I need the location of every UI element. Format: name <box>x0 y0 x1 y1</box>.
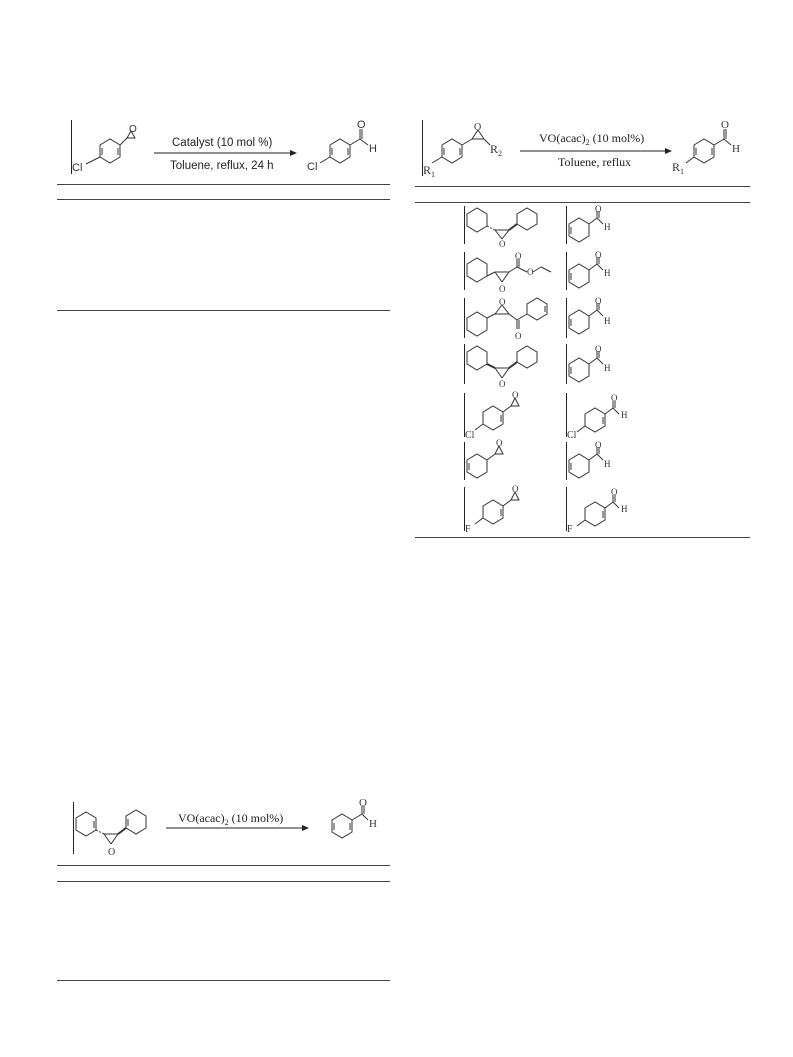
row1-substrate-structure <box>465 204 545 248</box>
row5-product-structure <box>567 390 639 440</box>
product-hydrogen: H <box>732 143 740 155</box>
row2-carbonyl-oxygen: O <box>515 251 522 261</box>
row3-substrate-structure <box>465 296 557 342</box>
table3-conditions-top: $VO(acac)_2$ (10 mol%) <box>539 131 645 147</box>
row2-ester-oxygen: O <box>527 267 534 277</box>
table1-rule-1 <box>57 184 390 185</box>
table1-conditions-top: Catalyst (10 mol %) <box>172 137 273 149</box>
row3-epoxide-oxygen: O <box>499 297 506 307</box>
row6-product-oxygen: O <box>595 440 602 450</box>
row2-product-hydrogen: H <box>604 268 611 278</box>
row4-substrate-structure <box>465 342 545 388</box>
row7-substrate-structure <box>465 484 537 534</box>
row1-epoxide-oxygen: O <box>499 239 506 248</box>
row1-product-oxygen: O <box>595 204 602 214</box>
general-product-structure <box>686 129 731 163</box>
row3-product-structure <box>567 296 627 342</box>
product-substituent: Cl <box>307 161 318 173</box>
r2-label: $R_2$ <box>490 142 503 158</box>
table3-conditions-bottom: Toluene, reflux <box>558 155 632 169</box>
row1-product-hydrogen: H <box>604 222 611 232</box>
row2-substrate-structure <box>465 250 557 294</box>
row6-product-hydrogen: H <box>604 459 611 469</box>
row3-product-hydrogen: H <box>604 316 611 326</box>
reactant-structure <box>86 131 135 164</box>
row5-epoxide-oxygen: O <box>512 390 519 400</box>
row5-product-substituent: Cl <box>567 430 577 440</box>
row5-product-hydrogen: H <box>621 410 628 420</box>
row3-product-oxygen: O <box>595 296 602 306</box>
table1-rule-3 <box>57 310 390 311</box>
product-oxygen: O <box>359 798 367 809</box>
svg-text:O: O <box>129 124 137 135</box>
table1-conditions-bottom: Toluene, reflux, 24 h <box>170 160 274 172</box>
trans-stilbene-oxide-structure <box>76 810 146 844</box>
epoxide-oxygen: O <box>474 122 482 133</box>
row2-product-structure <box>567 250 627 294</box>
product-oxygen: O <box>721 119 729 131</box>
row7-product-structure <box>567 484 639 534</box>
row5-substrate-structure <box>465 390 537 440</box>
table3-reaction-scheme <box>422 112 752 182</box>
product-hydrogen: H <box>369 818 377 830</box>
table2-rule-3 <box>57 980 390 981</box>
table3-rule-2 <box>415 202 750 203</box>
row4-product-hydrogen: H <box>604 363 611 373</box>
row3-carbonyl-oxygen: O <box>515 331 522 341</box>
row2-product-oxygen: O <box>595 250 602 260</box>
reactant-substituent: Cl <box>72 162 83 174</box>
row4-product-oxygen: O <box>595 344 602 354</box>
row2-epoxide-oxygen: O <box>499 284 506 294</box>
table1-reaction-scheme <box>72 112 392 182</box>
row7-product-substituent: F <box>567 524 573 534</box>
row6-epoxide-oxygen: O <box>496 438 503 448</box>
row6-product-structure <box>567 438 627 484</box>
table2-rule-2 <box>57 881 390 882</box>
row5-product-oxygen: O <box>611 393 618 403</box>
row1-product-structure <box>567 204 627 248</box>
table3-rule-3 <box>415 537 750 538</box>
table2-reaction-scheme <box>74 798 390 860</box>
table3-rule-1 <box>415 186 750 187</box>
product-hydrogen: H <box>369 143 377 155</box>
row5-substituent: Cl <box>465 430 475 440</box>
r1-label: $R_1$ <box>423 163 436 179</box>
epoxide-oxygen: O <box>108 847 116 858</box>
general-substrate-structure <box>432 130 490 163</box>
benzaldehyde-structure <box>332 806 368 838</box>
row4-product-structure <box>567 342 627 388</box>
row4-epoxide-oxygen: O <box>499 379 506 388</box>
product-structure <box>320 129 368 163</box>
row7-product-oxygen: O <box>611 487 618 497</box>
table1-rule-2 <box>57 199 390 200</box>
product-oxygen: O <box>357 119 366 131</box>
row7-epoxide-oxygen: O <box>512 484 519 494</box>
table2-conditions-top: $VO(acac)_2$ (10 mol%) <box>178 811 284 827</box>
row7-substituent: F <box>465 524 471 534</box>
row6-substrate-structure <box>465 438 525 484</box>
product-r1-label: $R_1$ <box>672 160 685 176</box>
row7-product-hydrogen: H <box>621 504 628 514</box>
table2-rule-1 <box>57 865 390 866</box>
